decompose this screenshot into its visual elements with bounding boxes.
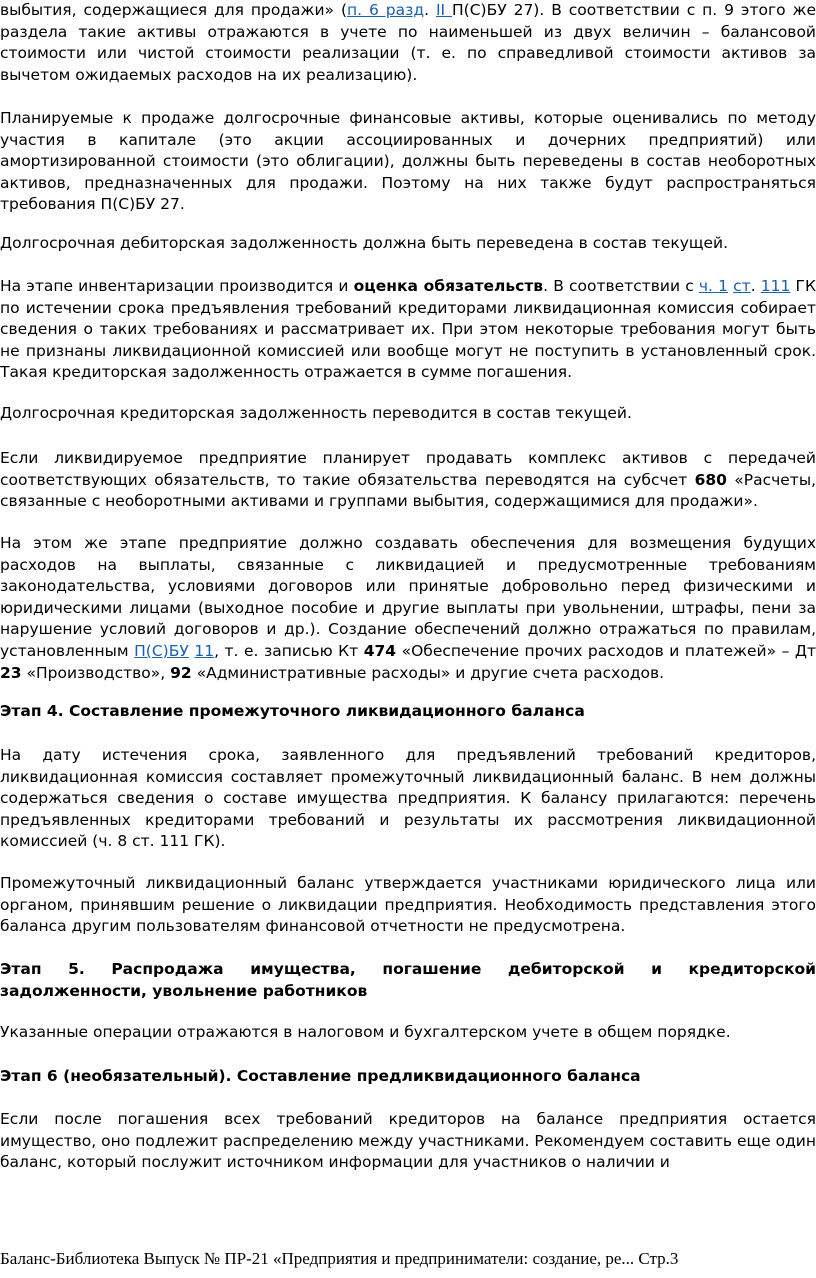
text: выбытия, содержащиеся для продажи» (	[0, 1, 348, 19]
link-part-1[interactable]: ч. 1	[698, 277, 728, 295]
bold-474: 474	[363, 641, 397, 660]
paragraph-liabilities-valuation	[0, 276, 816, 384]
link-item-6-section[interactable]: п. 6 разд	[347, 1, 425, 19]
paragraph-receivables: Долгосрочная дебиторская задолженность должна быть переведена в состав текущей.	[0, 234, 729, 252]
text: . В соответствии с	[543, 277, 699, 295]
link-article[interactable]: ст	[733, 277, 751, 295]
link-psbu-11[interactable]: 11	[194, 641, 215, 660]
paragraph-payables: Долгосрочная кредиторская задолженность переводится в состав текущей.	[0, 404, 632, 422]
link-psbu[interactable]: П(С)БУ	[134, 641, 189, 660]
heading-stage-4: Этап 4. Составление промежуточного ликвидационного баланса	[0, 702, 585, 720]
heading-stage-5: Этап 5. Распродажа имущества, погашение дебиторской и кредиторской задолженности, увольнение работников	[0, 960, 816, 1000]
paragraph-subaccount-680	[0, 448, 816, 513]
text: На этапе инвентаризации производится и	[0, 277, 354, 295]
text: П(С)БУ 27). В соответствии с п. 9 этого же раздела такие активы отражаются в учете по наименьшей из двух величин – балансовой стоимости или чистой стоимости реализации (т. е. по справедливой стоимости активов за вычетом ожидаемых расходов на их реализацию).	[0, 1, 816, 84]
bold-680: 680	[694, 470, 727, 489]
bold-23: 23	[0, 663, 22, 682]
paragraph-pre-liquidation: Если после погашения всех требований кредиторов на балансе предприятия остается имущество, оно подлежит распределению между участниками. Рекомендуем составить еще один баланс, который послужит источником информации для участников о наличии и	[0, 1110, 816, 1172]
text: «Обеспечение прочих расходов и платежей» – Дт	[396, 641, 816, 660]
page-footer: Баланс-Библиотека Выпуск № ПР-21 «Предприятия и предприниматели: создание, ре... Стр.3	[0, 1249, 679, 1268]
bold-liabilities: оценка обязательств	[353, 277, 544, 295]
text: , т. е. записью Кт	[214, 641, 364, 660]
text: ГК по истечении срока предъявления требований кредиторами ликвидационная комиссия собирает сведения о таких требованиях и рассматривает их. При этом некоторые требования могут быть не признаны ликвидационной комиссией или вообще могут не поступить в установленный срок. Такая кредиторская задолженность отражается в сумме погашения.	[0, 277, 816, 382]
paragraph-provisions	[0, 533, 816, 684]
text: На этом же этапе предприятие должно создавать обеспечения для возмещения будущих расходов на выплаты, связанные с ликвидацией и предусмотренные требованиям законодательства, условиями договоров или принятые добровольно перед физическими и юридическими лицами (выходное пособие и другие выплаты при увольнении, штрафы, пени за нарушение условий договоров и др.). Создание обеспечений должно отражаться по правилам, установленным	[0, 534, 816, 660]
text: Если ликвидируемое предприятие планирует продавать комплекс активов с передачей соответствующих обязательств, то такие обязательства переводятся на субсчет	[0, 449, 816, 489]
paragraph-interim-balance: На дату истечения срока, заявленного для предъявлений требований кредиторов, ликвидационная комиссия составляет промежуточный ликвидационный баланс. В нем должны содержаться сведения о составе имущества предприятия. К балансу прилагаются: перечень предъявленных кредиторами требований и результаты их рассмотрения ликвидационной комиссией (ч. 8 ст. 111 ГК).	[0, 746, 816, 851]
link-article-111[interactable]: 111	[760, 277, 791, 295]
paragraph-financial-assets: Планируемые к продаже долгосрочные финансовые активы, которые оценивались по методу участия в капитале (это акции ассоциированных и дочерних предприятий) или амортизированной стоимости (это облигации), должны быть переведены в состав необоротных активов, предназначенных для продажи. Поэтому на них также будут распространяться требования П(С)БУ 27.	[0, 109, 816, 214]
text: «Производство»,	[21, 663, 171, 682]
paragraph-balance-approval: Промежуточный ликвидационный баланс утверждается участниками юридического лица или органом, принявшим решение о ликвидации предприятия. Необходимость представления этого баланса другим пользователям финансовой отчетности не предусмотрена.	[0, 874, 816, 936]
text: «Административные расходы» и другие счета расходов.	[191, 663, 665, 682]
bold-92: 92	[170, 663, 192, 682]
text: «Расчеты, связанные с необоротными активами и группами выбытия, содержащимися для продажи».	[0, 470, 816, 511]
text: .	[750, 277, 761, 295]
text: .	[424, 1, 436, 19]
link-section-ii[interactable]: II	[435, 1, 453, 19]
paragraph-operations: Указанные операции отражаются в налоговом и бухгалтерском учете в общем порядке.	[0, 1023, 731, 1041]
heading-stage-6: Этап 6 (необязательный). Составление предликвидационного баланса	[0, 1067, 641, 1085]
paragraph-assets-valuation	[0, 0, 816, 86]
